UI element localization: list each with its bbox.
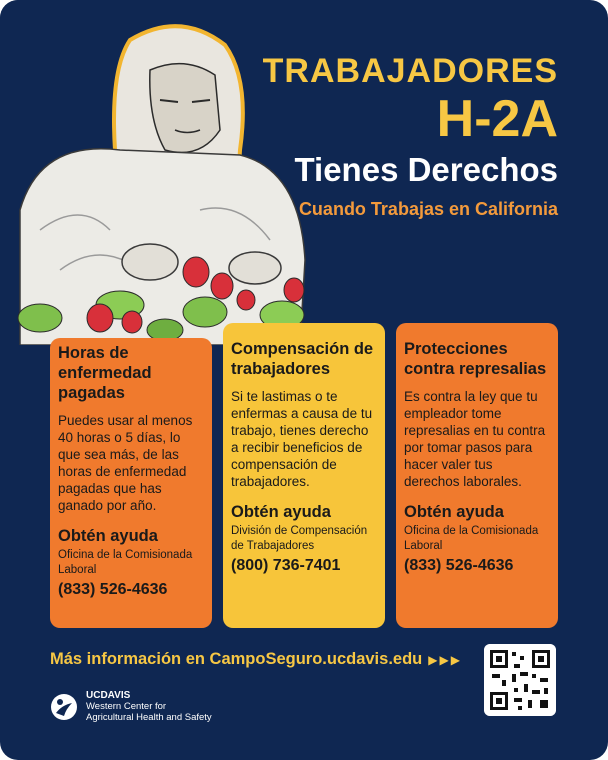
card-phone[interactable]: (833) 526-4636 <box>58 581 168 598</box>
title-line-3: Tienes Derechos <box>294 151 558 188</box>
card-office: Oficina de la Comisionada Laboral <box>58 549 193 576</box>
qr-code-icon[interactable] <box>484 644 556 716</box>
card-phone[interactable]: (833) 526-4636 <box>404 557 514 574</box>
ucdavis-logo <box>50 690 212 723</box>
card-body: Es contra la ley que tu empleador tome represalias en tu contra por tomar pasos para hacer valer tus derechos laborales. <box>404 389 546 489</box>
title-line-2: H-2A <box>436 90 558 148</box>
title-line-1: TRABAJADORES <box>262 52 558 90</box>
card-heading: Protecciones contra represalias <box>404 340 547 378</box>
card-help-label: Obtén ayuda <box>58 527 158 545</box>
card-body: Si te lastimas o te enfermas a causa de tu trabajo, tienes derecho a recibir beneficios de compensación de trabajadores. <box>231 389 373 489</box>
card-heading: Horas de enfermedad pagadas <box>58 344 152 402</box>
card-body: Puedes usar al menos 40 horas o 5 días, lo que sea más, de las horas de enfermedad pagadas que has ganado por año. <box>58 413 193 513</box>
more-info-link[interactable] <box>50 650 462 669</box>
card-heading: Compensación de trabajadores <box>231 340 374 378</box>
arrow-right-icon: ▶▶▶ <box>428 653 462 667</box>
logo-line-2: Agricultural Health and Safety <box>86 712 212 723</box>
ucdavis-logo-icon <box>50 693 78 721</box>
card-office: División de Compensación de Trabajadores <box>231 525 368 552</box>
more-info-text: Más información en CampoSeguro.ucdavis.edu <box>50 650 423 668</box>
title-block <box>263 52 558 222</box>
card-retaliation <box>396 323 558 628</box>
title-line-4: Cuando Trabajas en California <box>298 199 558 219</box>
card-help-label: Obtén ayuda <box>404 503 504 521</box>
logo-name: UCDAVIS <box>86 690 131 701</box>
card-office: Oficina de la Comisionada Laboral <box>404 525 539 552</box>
card-phone[interactable]: (800) 736-7401 <box>231 557 341 574</box>
card-help-label: Obtén ayuda <box>231 503 331 521</box>
logo-line-1: Western Center for <box>86 701 167 712</box>
card-sick-leave <box>50 338 212 628</box>
card-workers-comp <box>223 323 385 628</box>
